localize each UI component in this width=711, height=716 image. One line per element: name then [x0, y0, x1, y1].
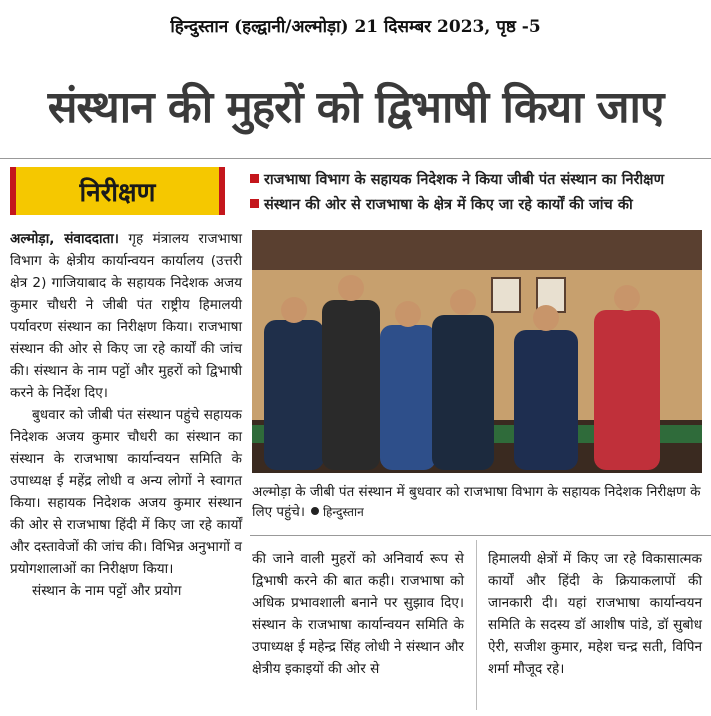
paragraph: [10, 228, 242, 404]
subhead-2: संस्थान की ओर से राजभाषा के क्षेत्र में किए जा रहे कार्यों की जांच की: [250, 194, 633, 214]
divider: [250, 535, 711, 536]
paragraph-text: गृह मंत्रालय राजभाषा विभाग के क्षेत्रीय कार्यान्वयन कार्यालय (उत्तरी क्षेत्र 2) गाजियाबाद के सहायक निदेशक अजय कुमार चौधरी ने जीबी पंत राष्ट्रीय हिमालयी पर्यावरण संस्थान का निरीक्षण किया। राजभाषा संस्थान की ओर से किए जा रहे कार्यों की जांच की। संस्थान के नाम पट्टों और मुहरों को द्विभाषी करने के निर्देश दिए।: [10, 231, 242, 401]
paragraph: हिमालयी क्षेत्रों में किए जा रहे विकासात्मक कार्यों और हिंदी के क्रियाकलापों की जानकारी दी। यहां राजभाषा कार्यान्वयन समिति के सदस्य डॉ आशीष पांडे, डॉ सुबोध ऐरी, सजीश कुमार, महेश चन्द्र सती, विपिन शर्मा मौजूद रहे।: [488, 551, 702, 677]
section-badge: [10, 167, 225, 215]
column-divider: [476, 540, 477, 710]
paragraph: बुधवार को जीबी पंत संस्थान पहुंचे सहायक निदेशक अजय कुमार चौधरी का संस्थान का संस्थान के राजभाषा कार्यान्वयन समिति के उपाध्यक्ष ई महेंद्र लोधी व अन्य लोगों ने स्वागत किया। सहायक निदेशक अजय कुमार संस्थान की ओर से राजभाषा हिंदी में किए जा रहे कार्यों और दस्तावेजों की जांच की। विभिन्न अनुभागों व प्रयोगशालाओं का निरीक्षण किया।: [10, 407, 242, 577]
caption-text: अल्मोड़ा के जीबी पंत संस्थान में बुधवार को राजभाषा विभाग के सहायक निदेशक निरीक्षण के लिए पहुंचे।: [252, 484, 701, 520]
byline: अल्मोड़ा, संवाददाता।: [10, 231, 119, 247]
section-badge-label: निरीक्षण: [79, 178, 156, 208]
divider: [0, 158, 711, 159]
headline: संस्थान की मुहरों को द्विभाषी किया जाए: [47, 82, 664, 133]
paragraph: संस्थान के नाम पट्टों और प्रयोग: [32, 583, 182, 599]
subhead-1: राजभाषा विभाग के सहायक निदेशक ने किया जीबी पंत संस्थान का निरीक्षण: [250, 169, 664, 189]
masthead: हिन्दुस्तान (हल्द्वानी/अल्मोड़ा) 21 दिसम्बर 2023, पृष्ठ -5: [170, 17, 541, 37]
photo-caption: [252, 482, 702, 522]
paragraph: की जाने वाली मुहरों को अनिवार्य रूप से द्विभाषी करने की बात कही। राजभाषा को अधिक प्रभावशाली बनाने पर सुझाव दिए। संस्थान के राजभाषा कार्यान्वयन समिति के उपाध्यक्ष ई महेन्द्र सिंह लोधी ने संस्थान और क्षेत्रीय इकाइयों की ओर से: [252, 551, 464, 677]
photo-credit: हिन्दुस्तान: [305, 505, 364, 519]
article-column-1: [10, 228, 242, 602]
article-column-2: [252, 548, 464, 680]
article-column-3: [488, 548, 702, 680]
group-photo-icon: [252, 230, 702, 473]
